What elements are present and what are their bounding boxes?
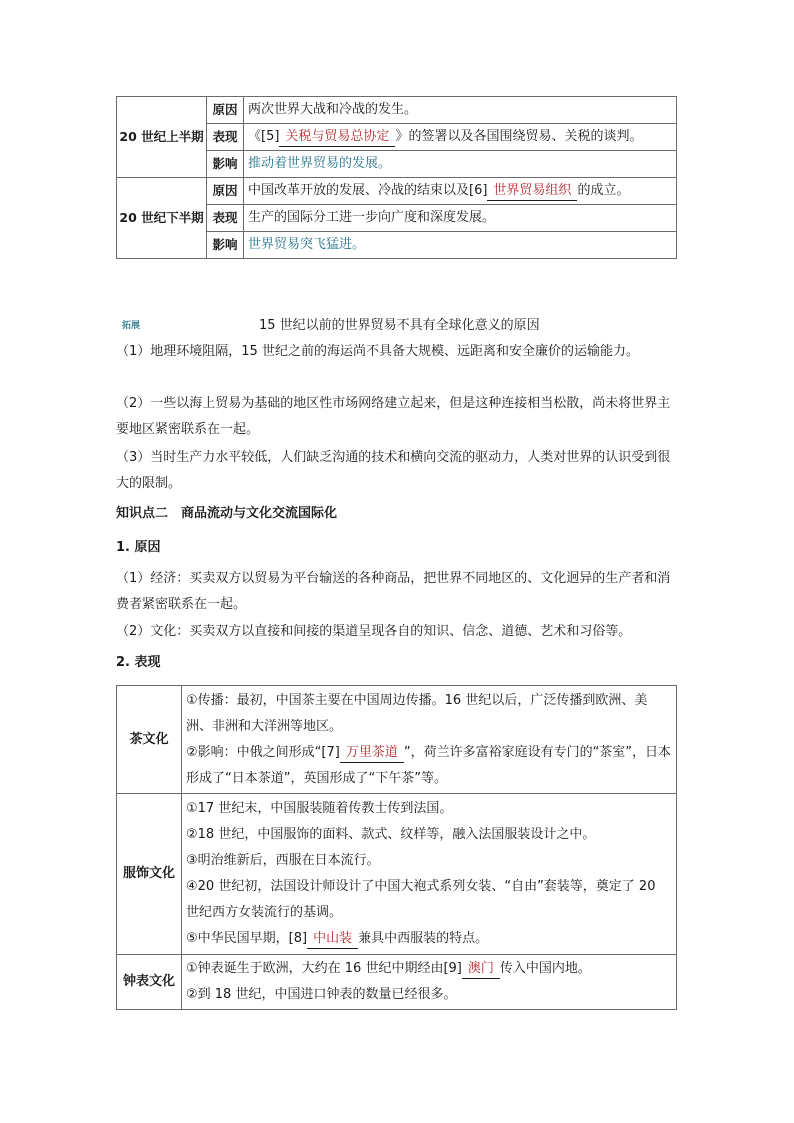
clock-line: ②到 18 世纪，中国进口钟表的数量已经很多。: [186, 987, 457, 1002]
impact-label: 影响: [207, 151, 244, 178]
extension-tag: 拓展: [122, 321, 141, 331]
clothing-line: ①17 世纪末，中国服装随着传教士传到法国。: [186, 801, 453, 816]
reason-item: （2）文化：买卖双方以直接和间接的渠道呈现各自的知识、信念、道德、艺术和习俗等。: [116, 624, 632, 639]
perf-text: 生产的国际分工进一步向广度和深度发展。: [244, 205, 677, 232]
clothing-prefix: ⑤中华民国早期，[8]: [186, 931, 308, 946]
category-cell: 钟表文化: [117, 955, 182, 1010]
impact-label: 影响: [207, 232, 244, 259]
clothing-line: ③明治维新后，西服在日本流行。: [186, 853, 380, 868]
perf-label: 表现: [207, 124, 244, 151]
perf-text: [244, 124, 677, 151]
table-row: [117, 955, 677, 1010]
table-row: [117, 97, 677, 124]
clothing-suffix: 兼具中西服装的特点。: [358, 931, 489, 946]
tea-prefix: ②影响：中俄之间形成“[7]: [186, 744, 340, 760]
section-heading: 知识点二 商品流动与文化交流国际化: [116, 506, 338, 521]
clothing-line: ②18 世纪，中国服饰的面料、款式、纹样等，融入法国服装设计之中。: [186, 827, 596, 842]
category-cell: 茶文化: [117, 686, 182, 794]
table-row: [117, 178, 677, 205]
extension-item: （1）地理环境阻隔，15 世纪之前的海运尚不具备大规模、远距离和安全廉价的运输能力。: [116, 344, 639, 359]
perf-label: 表现: [207, 205, 244, 232]
culture-table: [116, 685, 677, 1010]
reason-item: （1）经济：买卖双方以贸易为平台输送的各种商品，把世界不同地区的、文化迥异的生产者和消费者紧密联系在一起。: [116, 571, 671, 612]
perf-suffix: 》的签署以及各国围绕贸易、关税的谈判。: [395, 129, 643, 144]
perf-prefix: 《[5]: [248, 129, 280, 144]
tea-line: ①传播：最初，中国茶主要在中国周边传播。16 世纪以后，广泛传播到欧洲、美洲、非洲和大洋洲等地区。: [186, 692, 648, 734]
extension-item: （2）一些以海上贸易为基础的地区性市场网络建立起来，但是这种连接相当松散，尚未将世界主要地区紧密联系在一起。: [116, 396, 671, 437]
clothing-content: [182, 794, 677, 955]
trade-table: [116, 96, 677, 259]
clock-content: [182, 955, 677, 1010]
period-cell: 20 世纪下半期: [117, 178, 207, 259]
clock-suffix: 传入中国内地。: [499, 961, 591, 976]
answer-blank-9: 澳门: [462, 960, 500, 979]
cause-label: 原因: [207, 97, 244, 124]
extension-title: 15 世纪以前的世界贸易不具有全球化意义的原因: [259, 318, 540, 333]
tea-suffix: ”，荷兰许多富裕家庭设有专门的“茶室”，日本形成了“日本茶道”，英国形成了“下午茶”等。: [186, 744, 672, 786]
cause-label: 原因: [207, 178, 244, 205]
period-cell: 20 世纪上半期: [117, 97, 207, 178]
perf-heading: 2. 表现: [116, 655, 161, 670]
cause-text: 两次世界大战和冷战的发生。: [244, 97, 677, 124]
cause-suffix: 的成立。: [577, 183, 630, 198]
cause-text: [244, 178, 677, 205]
impact-text: 推动着世界贸易的发展。: [244, 151, 677, 178]
clothing-line: [186, 926, 672, 952]
category-cell: 服饰文化: [117, 794, 182, 955]
answer-blank-7: 万里茶道: [340, 744, 404, 763]
clothing-line: ④20 世纪初，法国设计师设计了中国大袍式系列女装、“自由”套装等，奠定了 20 世纪西方女装流行的基调。: [186, 879, 656, 920]
clock-prefix: ①钟表诞生于欧洲，大约在 16 世纪中期经由[9]: [186, 961, 462, 976]
cause-prefix: 中国改革开放的发展、冷战的结束以及[6]: [248, 183, 488, 198]
answer-blank-6: 世界贸易组织: [487, 182, 577, 201]
impact-text: 世界贸易突飞猛进。: [244, 232, 677, 259]
answer-blank-5: 关税与贸易总协定: [279, 128, 395, 147]
tea-line: [186, 740, 672, 792]
reason-heading: 1. 原因: [116, 540, 161, 555]
extension-item: （3）当时生产力水平较低，人们缺乏沟通的技术和横向交流的驱动力，人类对世界的认识受到很大的限制。: [116, 450, 671, 491]
clock-line: [186, 956, 672, 982]
answer-blank-8: 中山装: [307, 930, 358, 949]
table-row: [117, 686, 677, 794]
table-row: [117, 794, 677, 955]
tea-content: [182, 686, 677, 794]
